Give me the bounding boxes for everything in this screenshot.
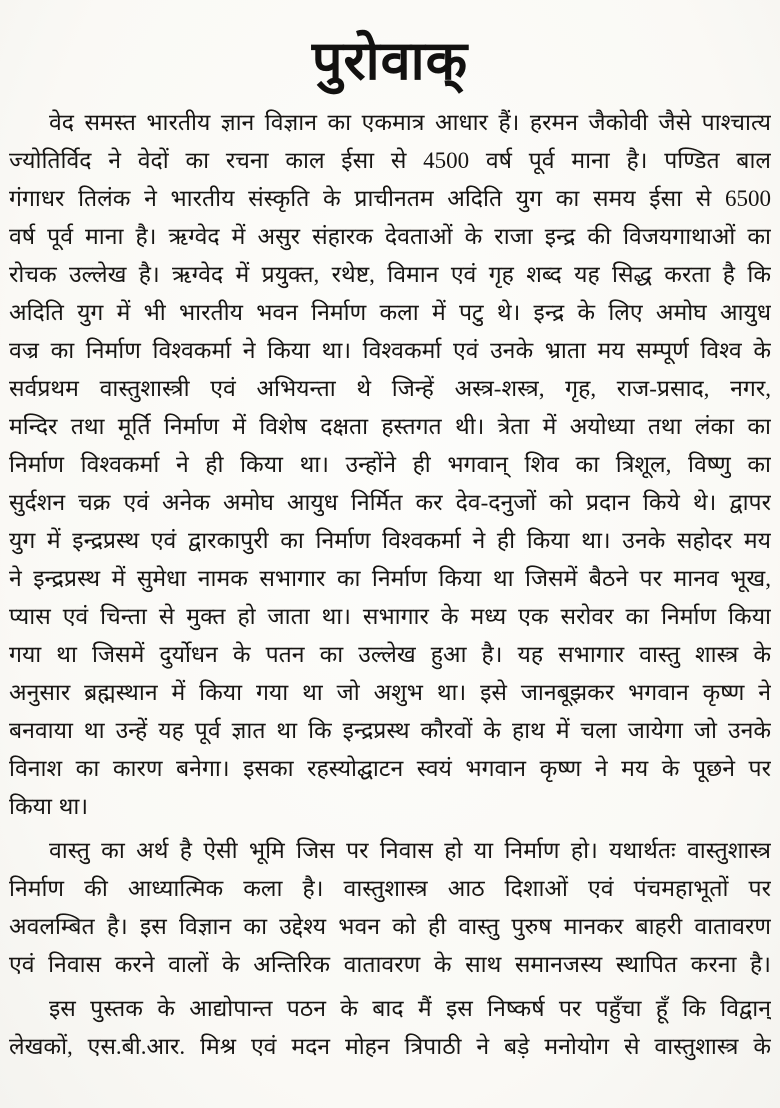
text-line: ज्योतिर्विद ने वेदों का रचना काल ईसा से 4500 वर्ष पूर्व माना है। पण्डित बाल: [9, 148, 771, 173]
text-line: गया था जिसमें दुर्योधन के पतन का उल्लेख हुआ है। यह सभागार वास्तु शास्त्र के: [9, 642, 771, 667]
text-line: सर्वप्रथम वास्तुशास्त्री एवं अभियन्ता थे जिन्हें अस्त्र-शस्त्र, गृह, राज-प्रसाद, नगर,: [9, 376, 771, 401]
text-line: वास्तु का अर्थ है ऐसी भूमि जिस पर निवास हो या निर्माण हो। यथार्थतः वास्तुशास्त्र: [49, 838, 771, 863]
text-line: निर्माण की आध्यात्मिक कला है। वास्तुशास्त्र आठ दिशाओं एवं पंचमहाभूतों पर: [9, 876, 771, 901]
text-line: एवं निवास करने वालों के अन्तिरिक वातावरण के साथ समानजस्य स्थापित करना है।: [9, 952, 771, 977]
text-line: लेखकों, एस.बी.आर. मिश्र एवं मदन मोहन त्रिपाठी ने बड़े मनोयोग से वास्तुशास्त्र के: [9, 1034, 771, 1059]
paragraph: [9, 104, 771, 826]
page-body: [9, 104, 771, 1066]
text-line: मन्दिर तथा मूर्ति निर्माण में विशेष दक्षता हस्तगत थी। त्रेता में अयोध्या तथा लंका का: [9, 414, 771, 439]
text-line: वज्र का निर्माण विश्वकर्मा ने किया था। विश्वकर्मा एवं उनके भ्राता मय सम्पूर्ण विश्व के: [9, 338, 771, 363]
text-line: बनवाया था उन्हें यह पूर्व ज्ञात था कि इन्द्रप्रस्थ कौरवों के हाथ में चला जायेगा जो उनके: [9, 718, 771, 743]
text-line: प्यास एवं चिन्ता से मुक्त हो जाता था। सभागार के मध्य एक सरोवर का निर्माण किया: [9, 604, 771, 629]
paragraph: [9, 990, 771, 1066]
paragraph: [9, 832, 771, 984]
text-line: अदिति युग में भी भारतीय भवन निर्माण कला में पटु थे। इन्द्र के लिए अमोघ आयुध: [9, 300, 771, 325]
text-line: वर्ष पूर्व माना है। ऋग्वेद में असुर संहारक देवताओं के राजा इन्द्र की विजयगाथाओं का: [9, 224, 771, 249]
text-line: अवलम्बित है। इस विज्ञान का उद्देश्य भवन को ही वास्तु पुरुष मानकर बाहरी वातावरण: [9, 914, 771, 939]
text-line: इस पुस्तक के आद्योपान्त पठन के बाद मैं इस निष्कर्ष पर पहुँचा हूँ कि विद्वान्: [49, 996, 771, 1021]
text-line: ने इन्द्रप्रस्थ में सुमेधा नामक सभागार का निर्माण किया था जिसमें बैठने पर मानव भूख,: [9, 566, 771, 591]
text-line: किया था।: [9, 794, 89, 819]
text-line: वेद समस्त भारतीय ज्ञान विज्ञान का एकमात्र आधार हैं। हरमन जैकोवी जैसे पाश्चात्य: [49, 110, 771, 135]
page-title: पुरोवाक्: [311, 31, 469, 91]
text-line: रोचक उल्लेख है। ऋग्वेद में प्रयुक्त, रथेष्ट, विमान एवं गृह शब्द यह सिद्ध करता है कि: [9, 262, 771, 287]
text-line: युग में इन्द्रप्रस्थ एवं द्वारकापुरी का निर्माण विश्वकर्मा ने ही किया था। उनके सहोदर मय: [9, 528, 771, 553]
text-line: निर्माण विश्वकर्मा ने ही किया था। उन्होंने ही भगवान् शिव का त्रिशूल, विष्णु का: [9, 452, 771, 477]
text-line: अनुसार ब्रह्मस्थान में किया गया था जो अशुभ था। इसे जानबूझकर भगवान कृष्ण ने: [9, 680, 771, 705]
text-line: गंगाधर तिलंक ने भारतीय संस्कृति के प्राचीनतम अदिति युग का समय ईसा से 6500: [9, 186, 771, 211]
text-line: विनाश का कारण बनेगा। इसका रहस्योद्घाटन स्वयं भगवान कृष्ण ने मय के पूछने पर: [9, 756, 771, 781]
text-line: सुर्दशन चक्र एवं अनेक अमोघ आयुध निर्मित कर देव-दनुजों को प्रदान किये थे। द्वापर: [9, 490, 771, 515]
